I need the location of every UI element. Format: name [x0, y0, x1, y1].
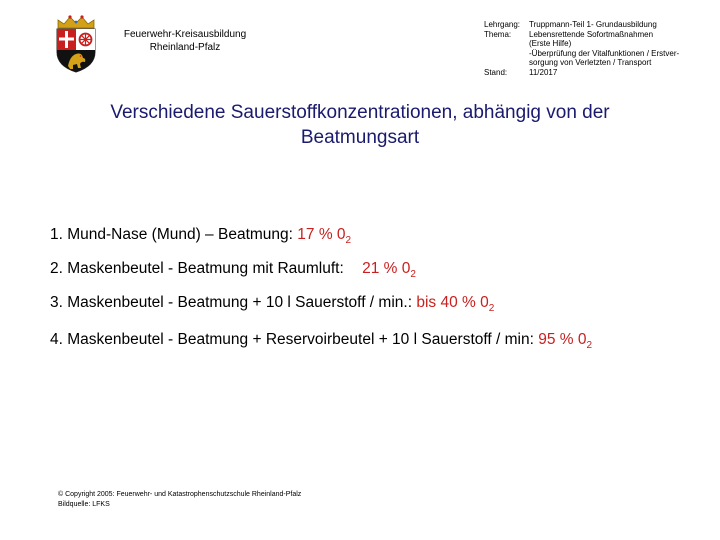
list-item-text: 1. Mund-Nase (Mund) – Beatmung: — [50, 226, 293, 243]
course-meta — [484, 20, 689, 77]
list-item-text: 2. Maskenbeutel - Beatmung mit Raumluft: — [50, 260, 344, 277]
value-number: 21 % — [362, 260, 398, 277]
topic-line-4: sorgung von Verletzten / Transport — [529, 58, 652, 67]
list-item — [50, 331, 592, 351]
value-unit: 0 — [336, 226, 346, 243]
list-item — [50, 260, 416, 280]
list-item-value — [538, 331, 593, 351]
slide-title — [40, 100, 680, 150]
footer — [58, 490, 301, 509]
list-item-text: 3. Maskenbeutel - Beatmung + 10 l Sauerstoff / min.: — [50, 294, 413, 311]
topic-line-3: -Überprüfung der Vitalfunktionen / Erstver- — [529, 48, 680, 58]
value-subscript: 2 — [488, 303, 495, 314]
value-number: 95 % — [538, 331, 574, 348]
date-label: Stand: — [484, 67, 508, 77]
list-item — [50, 226, 351, 246]
value-number: 17 % — [297, 226, 333, 243]
coat-of-arms-icon — [52, 14, 100, 74]
list-item-value — [416, 294, 495, 314]
organization-name — [110, 28, 260, 54]
list-item — [50, 294, 494, 314]
topic-label: Thema: — [484, 29, 512, 39]
topic-line-2: (Erste Hilfe) — [529, 39, 572, 48]
slide-title-line-2: Beatmungsart — [300, 127, 420, 148]
course-value: Truppmann-Teil 1- Grundausbildung — [529, 20, 657, 29]
image-source: Bildquelle: LFKS — [58, 500, 110, 508]
value-number: bis 40 % — [416, 294, 476, 311]
list-item-value — [297, 226, 352, 246]
copyright-notice: © Copyright 2005: Feuerwehr- und Katastrophenschutzschule Rheinland-Pfalz — [58, 491, 302, 498]
date-value: 11/2017 — [529, 67, 558, 77]
value-unit: 0 — [577, 331, 587, 348]
value-subscript: 2 — [586, 340, 593, 351]
organization-line-2: Rheinland-Pfalz — [149, 42, 221, 53]
value-subscript: 2 — [410, 269, 416, 280]
value-unit: 0 — [401, 260, 411, 277]
value-unit: 0 — [480, 294, 489, 311]
slide-title-line-1: Verschiedene Sauerstoffkonzentrationen, abhängig von der — [110, 102, 610, 123]
topic-line-1: Lebensrettende Sofortmaßnahmen — [529, 29, 654, 39]
list-item-text: 4. Maskenbeutel - Beatmung + Reservoirbeutel + 10 l Sauerstoff / min: — [50, 331, 534, 348]
course-label: Lehrgang: — [484, 20, 521, 29]
list-item-value — [362, 260, 416, 280]
organization-line-1: Feuerwehr-Kreisausbildung — [123, 29, 247, 40]
value-subscript: 2 — [345, 235, 352, 246]
